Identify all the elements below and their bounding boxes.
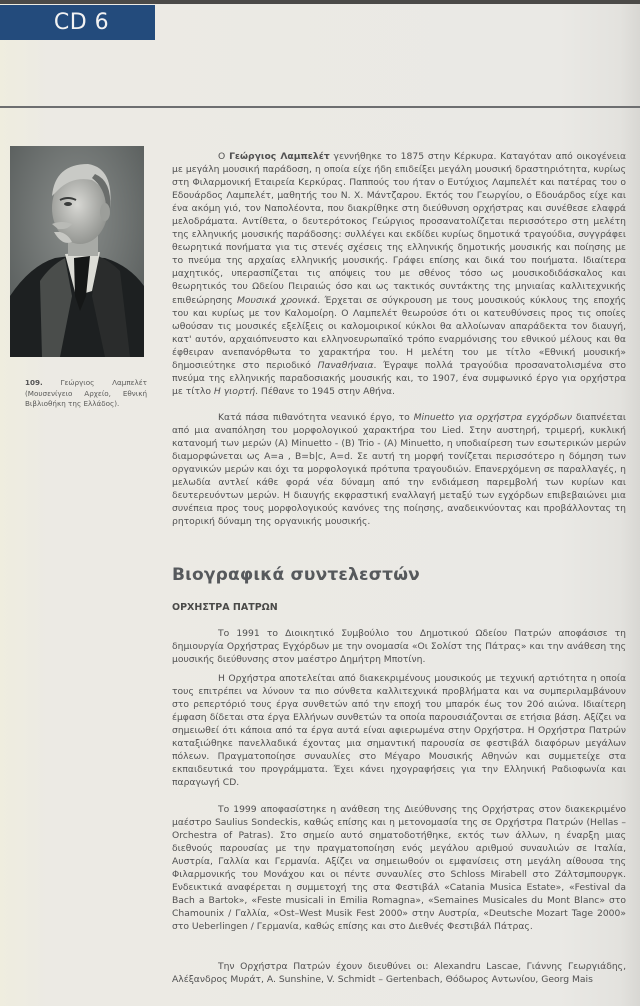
minuetto-title: Minuetto για ορχήστρα εγχόρδων <box>413 412 573 423</box>
orchestra-paragraph-4 <box>172 960 626 986</box>
orchestra-paragraph-1 <box>172 627 626 666</box>
work-description-paragraph <box>172 411 626 528</box>
orchestra-paragraph-3 <box>172 803 626 933</box>
paragraph-text: Το 1991 το Διοικητικό Συμβούλιο του Δημοτικού Ωδείου Πατρών αποφάσισε τη δημιουργία Ορχήστρας Εγχόρδων με την ονομασία «Οι Σολίστ της Πάτρας» και την ανάθεση της μουσικής διεύθυνσης στον μαέστρο Δημήτρη Μποτίνη. <box>172 628 626 666</box>
paragraph-text: Το 1999 αποφασίστηκε η ανάθεση της Διεύθυνσης της Ορχήστρας στον διακεκριμένο μαέστρο Saulius Sondeckis, καθώς επίσης και η μετονομασία της σε Ορχήστρα Πατρών (Hellas – Orchestra of Patras). Στο σημείο αυτό σηματοδοτήθηκε, εκτός των άλλων, η έναρξη μιας διεθνούς παρουσίας με την πραγματοποίηση ενός μεγάλου αριθμού συναυλιών σε Ιταλία, Αυστρία, Γαλλία και Γερμανία. Αξίζει να σημειωθούν οι εμφανίσεις στη μεγάλη αίθουσα της Φιλαρμονικής του Μονάχου και οι πέντε συναυλίες στο Schloss Mirabell στο Ζάλτσμπουργκ. Ενδεικτικά αναφέρεται η συμμετοχή της στα Φεστιβάλ «Catania Musica Estate», «Festival da Bach a Bartok», «Feste musicali in Emilia Romagna», «Semaines Musicales du Mont Blanc» στο Chamounix / Γαλλία, «Ost–West Musik Fest 2000» στην Αυστρία, «Deutsche Mozart Tage 2000» στο Ueberlingen / Γερμανία, καθώς επίσης και στο Διεθνές Φεστιβάλ Πάτρας. <box>172 804 626 933</box>
paragraph-text: Την Ορχήστρα Πατρών έχουν διευθύνει οι: Alexandru Lascae, Γιάννης Γεωργιάδης, Αλέξανδρος Μυράτ, A. Sunshine, V. Schmidt – Gertenbach, Θόδωρος Αντωνίου, Georg Mais <box>172 961 626 986</box>
header-divider <box>0 106 640 108</box>
work-title: Η γιορτή <box>213 385 256 397</box>
text-run: . Έγραψε πολλά τραγούδια προσανατολισμένα στο πνεύμα της ελληνικής παραδοσιακής μουσικής και, το 1907, ένα συμφωνικό έργο για ορχήστρα με τίτλο <box>172 359 627 397</box>
caption-text: Γεώργιος Λαμπελέτ (Μουσενίγειο Αρχείο, Εθνική Βιβλιοθήκη της Ελλάδος). <box>25 378 147 408</box>
text-run: . Πέθανε το 1945 στην Αθήνα. <box>255 385 395 397</box>
text-run: Κατά πάσα πιθανότητα νεανικό έργο, το <box>218 412 414 423</box>
journal-title: Μουσικά χρονικά <box>236 294 318 306</box>
text-run: γεννήθηκε το 1875 στην Κέρκυρα. Καταγόταν από οικογένεια με μεγάλη μουσική παράδοση, η οποία είχε ήδη επιδείξει μεγάλη μουσική δραστηριότητα, κυρίως στη Φιλαρμονική Εταιρεία Κερκύρας. Παππούς του ήταν ο Ευτύχιος Λαμπελέτ και πατέρας του ο Εδουάρδος Λαμπελέτ, μαθητής του Ν. Χ. Μάντζαρου. Εκτός του Γεωργίου, ο Εδουάρδος είχε και ένα ακόμη γιό, τον Ναπολέοντα, που διακρίθηκε στη διεύθυνση ορχήστρας και συνέθεσε ελαφρά μελοδράματα. Αντίθετα, ο δευτερότοκος Γεώργιος προσανατολίζεται περισσότερο στη μελέτη της ελληνικής μουσικής παράδοσης: συλλέγει και εκδίδει κυρίως δημοτικά τραγούδια, συγγράφει θεωρητικά πονήματα για τις στενές σχέσεις της ελληνικής δημοτικής μουσικής και ποίησης με το πνεύμα της αρχαίας ελληνικής μουσικής. Γράφει επίσης και δικά του ποιήματα. Ιδιαίτερα μαχητικός, υπερασπίζεται τις απόψεις του με σθένος τόσο ως μουσικοδιδάσκαλος και θεωρητικός του Ωδείου Πειραιώς όσο και ως τακτικός συντάκτης της μηνιαίας καλλιτεχνικής επιθεώρησης <box>172 151 626 306</box>
orchestra-paragraph-2 <box>172 672 626 789</box>
caption-number: 109. <box>25 378 43 387</box>
section-heading: Βιογραφικά συντελεστών <box>172 565 420 585</box>
portrait-photo <box>10 146 144 357</box>
composer-name: Γεώργιος Λαμπελέτ <box>229 151 330 162</box>
text-run: διαπνέεται από μια αναπόληση του μορφολογικού χαρακτήρα του Lied. Στην αυστηρή, τριμερή, κυκλική κατανομή των μερών (A) Minuetto - (B) Trio - (A) Minuetto, η υποδιαίρεση των εσωτερικών μερών διαμορφώνεται ως A=a , B=b|c, A=d. Σε αυτή τη μορφή τονίζεται περισσότερο η δόμηση των οργανικών μερών και όχι τα μορφολογικά πρότυπα τραγουδιών. Επανερχόμενη σε παραλλαγές, η μελωδία αντλεί κάθε φορά νέα δύναμη από την ενδιάμεση παρεμβολή των κυρίων και δευτερευόντων μερών. Η διαυγής εκφραστική εναλλαγή μεταξύ των εγχόρδων επιβεβαιώνει μια συνέπεια προς τους μορφολογικούς κανόνες της ποίησης, αναδεικνύοντας και προβάλλοντας τη ρητορική δύναμη της οργανικής μουσικής. <box>172 412 626 528</box>
portrait-image <box>10 146 144 357</box>
cd-badge <box>0 5 155 40</box>
bio-paragraph-1 <box>172 150 626 398</box>
orchestra-heading: ΟΡΧΗΣΤΡΑ ΠΑΤΡΩΝ <box>172 602 278 613</box>
page-top-edge <box>0 0 640 4</box>
photo-caption <box>25 378 147 410</box>
paragraph-text: Η Ορχήστρα αποτελείται από διακεκριμένους μουσικούς με τεχνική αρτιότητα η οποία τους επιτρέπει να λύνουν τα πιο σύνθετα καλλιτεχνικά προβλήματα και να συμπεριλαμβάνουν στο ρεπερτόριό τους έργα συνθετών από την εποχή του μπαρόκ έως τον 20ό αιώνα. Ιδιαίτερη έμφαση δίδεται στα έργα Ελλήνων συνθετών τα οποία παρουσιάζονται σε ετήσια βάση. Αξίζει να σημειωθεί ότι κάποια από τα έργα αυτά είναι αφιερωμένα στην Ορχήστρα. Η Ορχήστρα Πατρών καταξιώθηκε πανελλαδικά έχοντας μια σημαντική παρουσία σε φεστιβάλ διαφόρων μεγάλων πόλεων. Πραγματοποίησε συναυλίες στο Μέγαρο Μουσικής Αθηνών και συμμετείχε στα εκπαιδευτικά του προγράμματα. Έχει κάνει ηχογραφήσεις για την Ελληνική Ραδιοφωνία και παραγωγή CD. <box>172 673 626 789</box>
text-run: Ο <box>218 151 230 162</box>
cd-label: CD 6 <box>53 10 110 35</box>
periodical-title: Παναθήναια <box>317 359 374 371</box>
text-run: . Έρχεται σε σύγκρουση με τους μουσικούς κύκλους της εποχής του και κυρίως με τον Καλομοίρη. Ο Λαμπελέτ θεωρούσε ότι οι κατευθύνσεις προς τις οποίες ωθούσαν τις μουσικές εξελίξεις οι καλομοιρικοί κύκλοι θα αλλοίωναν απαράδεκτα τον διαυγή, κατ' αυτόν, αρχαιόπνευστο και ελληνοευρωπαϊκό τρόπο εναρμόνισης του εθνικού μέλους και θα έφθειραν ανεπανόρθωτα το χαρακτήρα του. Η μελέτη του με τίτλο «Εθνική μουσική» δημοσιεύτηκε στο περιοδικό <box>172 294 626 371</box>
